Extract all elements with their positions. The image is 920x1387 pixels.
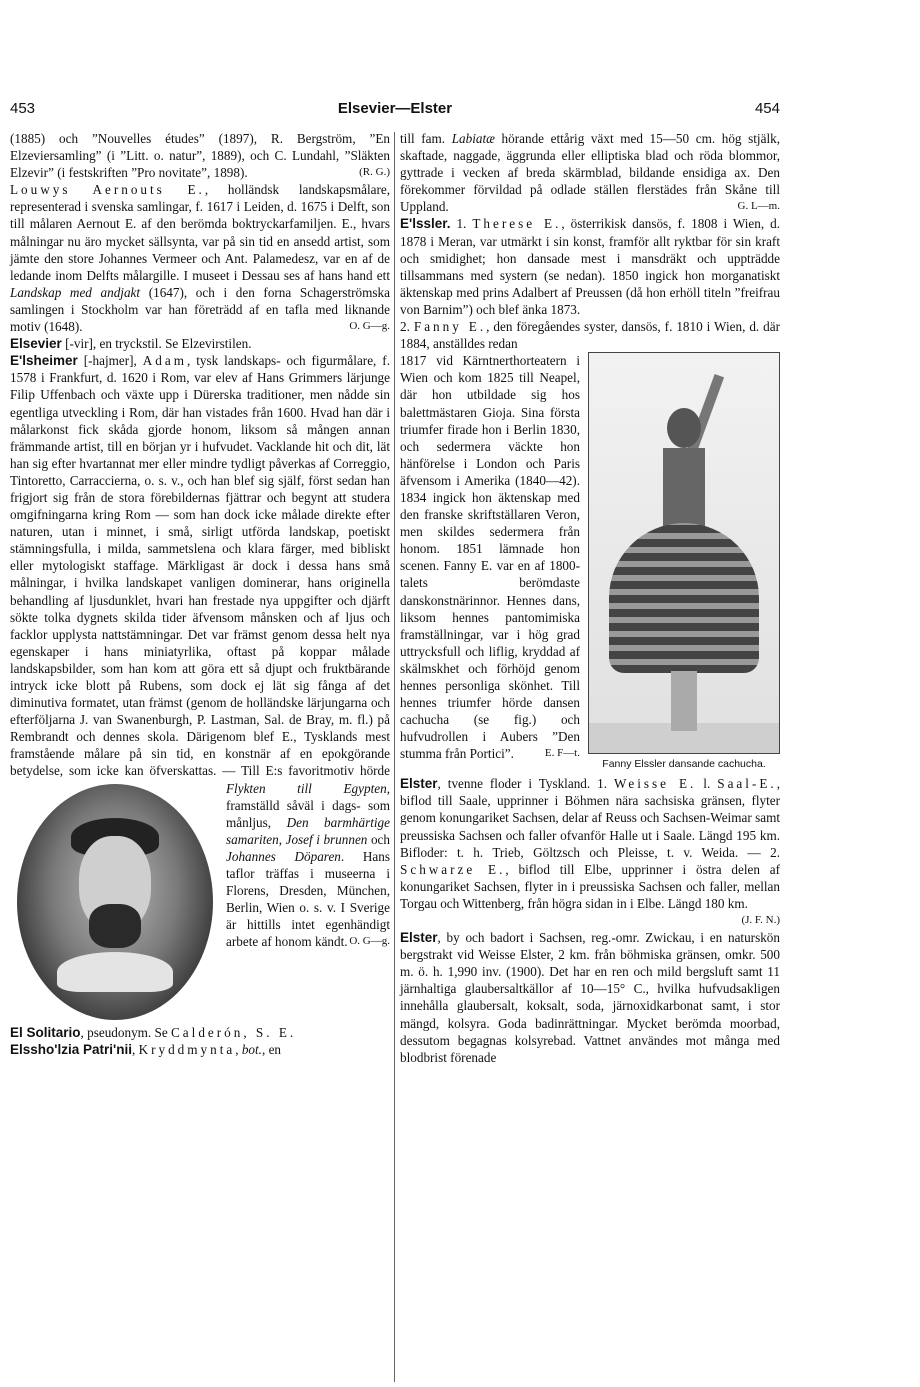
entry-louwys: Louwys Aernouts E., holländsk landskapsmålare, representerad i svenska samlingar, f. 1617 i Leiden, d. 1675 i Delft, son till målaren Aernout E. af den berömda boktryckarfamiljen. E., hvars målningar nu äro mycket sällsynta, var på sin tid en ansedd artist, som jämte den store Johannes Vermeer och Ant. Palamedesz, var en af de ledande inom Delfts målargille. I museet i Dessau ses af hans hand ett Landskap med andjakt (1647), och i den forna Schagerströmska samlingen i Stockholm var han företrädd af en tafla med liknande motiv (1648). O. G—g. [10, 182, 391, 335]
left-column [10, 130, 390, 1058]
headword: Elster [400, 930, 438, 946]
figure-caption: Fanny Elssler dansande cachucha. [602, 758, 766, 771]
entry-name: Louwys Aernouts E. [10, 182, 205, 198]
signature: (J. F. N.) [741, 913, 780, 926]
signature: E. F—t. [544, 747, 580, 760]
entry-name: Saal-E. [717, 776, 777, 792]
elsheimer-text-start: , tysk landskaps- och figurmålare, f. 1578 i Frankfurt, d. 1620 i Rom, var elev af Hans Grimmers lärjunge Filip Uffenbach och växte upp i Dürerska traditioner, men nådde sin egentliga utveckling i Rom, där han vistades från 1600. Hvad han där i målarkonst fick skåda gjorde honom, liksom så mången annan främmande artist, till en början yr i hufvudet. Vacklande hit och dit, lät han sig efter hvartannat mer eller mindre tydligt påverkas af Correggio, Tintoretto, Carracciernа, o. s. v., och han blef sig själf, först sedan han frigjort sig från de stora förebildernas fjättrar och begynt att studera omgifningarna kring Rom — som han dock icke målade direkte efter naturen, utan i minnet, i små, sirligt utförda landskap, poetiskt stämningsfulla, i milda, sammetslena och klara färger, med bibliskt eller mytologiskt staffage. Märkligast är dock i dessa hans små målningar, i hvilka landskapet vanligen dominerar, hans originella behandling af ljusdunklet, hvari han frestade nya uppgifter och djärft sökte tolka dygnets skilda tider äfvensom månsken och af ljus och facklor upplysta nattstämningar. Det var främst genom dessa helt nya egenskaper i hans miniatyrlika, oftast på koppar målade landskapsbilder, som han kom att göra ett så djupt och fruktbärande intryck icke blott på Rubens, som dock ej lät sig fånga af det diminutiva formatet, utan främst (genom de holländske lärjungarna och efterföljarna J. van Swanenburgh, P. Lastman, Sal. de Bray, m. fl.) på Rembrandt och dennes skola. Därigenom blef E., Tysklands mest framstående målare på sin tid, en konstnär af en epokgörande betydelse, som icke kan öfverskattas. — Till E:s favoritmotiv hörde [10, 353, 390, 779]
column-rule [394, 132, 395, 1382]
signature: O. G—g. [349, 935, 390, 948]
entry-elsevier: Elsevier [-vir], en tryckstil. Se Elzevirstilen. [10, 336, 252, 352]
headword: Elssho'lzia Patri'nii [10, 1041, 132, 1057]
entry-elssler: E'lssler. 1. Therese E., österrikisk dansös, f. 1808 i Wien, d. 1878 i Meran, var utmärkt i sin konst, framför allt ryktbar för sin kraft och smidighet; hon dansade mest i mansdräkt och uppträdde tillsammans med systern (se nedan). 1850 ingick hon morganatiskt äktenskap med prins Adalbert af Preussen (då hon erhöll titeln ”freifrau von Barnim”) och blef änka 1873. [400, 216, 781, 317]
headword: Elsevier [10, 336, 62, 352]
entry-fanny-text: 1817 vid Kärntnerthorteatern i Wien och kom 1825 till Neapel, där hon utbildade sig hos balettmästaren Gioja. Sina första triumfer firade hon i Berlin 1830, och sedermera väckte hon hänförelse i London och Paris äfvensom i Amerika (1840—42). 1834 ingick hon äktenskap med den franske skriftställaren Veron, men skildes sedermera från honom. 1851 lämnade hon scenen. Fanny E. var en af 1800-talets berömdaste danskonstnärinnor. Hennes dans, liksom hennes pantomimiska framställningar, var i hög grad uttrycksfull och liflig, kryddad af skälmskhet och förhöjd genom hennes personliga skönhet. Till hennes triumfer hörde dansen cachucha (se fig.) och hufvudrollen i Aubers ”Den stumma från Portici”. E. F—t. [400, 353, 580, 762]
entry-elster-rivers: Elster, tvenne floder i Tyskland. 1. Weisse E. l. Saal-E., biflod till Saale, upprinner i Böhmen nära sachsiska gränsen, flyter genom konungariket Sachsen, delar af Reuss och Sachsen-Weimar samt preussiska Sachsen och faller ofvanför Halle ut i Saale. Längd 195 km. Bifloder: t. h. Trieb, Göltzsch och Pleisse, t. v. Weida. — 2. Schwarze E., biflod till Elbe, upprinner i östra delen af konungariket Sachsen, flyter in i preussiska Sachsen och faller, mellan Torgau och Wittenberg, från högra sidan in i Elbe. Längd 180 km. (J. F. N.) [400, 775, 780, 912]
signature: G. L—m. [737, 200, 780, 213]
entry-name: Weisse E. [614, 776, 697, 792]
entry-elssholzia-cont: till fam. Labiatæ hörande ettårig växt med 15—50 cm. hög stjälk, skaftade, naggade, äggrunda eller elliptiska blad och röda blommor, gyttrade i vecken af breda skärmblad, bildande ensidiga ax. Den förekommer förvildad på odlade ställen flerstädes från Skåne till Uppland. G. L—m. [400, 131, 780, 215]
entry-elzevir-refs: (1885) och ”Nouvelles études” (1897), R. Bergström, ”En Elzeviersamling” (i ”Litt. o. natur”, 1889), och C. Lundahl, ”Släkten Elzevir” (i festskriften ”Pro novitate”, 1898). (R. G.) [10, 131, 390, 181]
entry-name: Kryddmynta [138, 1041, 236, 1057]
dancer-illustration [588, 352, 780, 754]
entry-elster-town: Elster, by och badort i Sachsen, reg.-omr. Zwickau, i en naturskön bergstrakt vid Weisse Elster, 2 km. från böhmiska gränsen, omkr. 500 m. ö. h. 1,990 inv. (1900). Det har en ren och mild bergsluft samt 11 järnhaltiga glaubersaltkällor af 10—15° C., hvilka hufvudsakligen innehålla glaubersalt, koksalt, soda, järnoxidkarbonat samt, i stor mängd, kolsyra. Goda badinrättningar. Mycket berömda moorbad, dessutom begagnas kolsyrebad. Vattnet användes mot många med blodbrist förenade [400, 930, 780, 1065]
signature: O. G—g. [349, 320, 390, 333]
headword: El Solitario [10, 1024, 81, 1040]
page-header [10, 100, 780, 124]
entry-fanny: 2. Fanny E., den föregåendes syster, dansös, f. 1810 i Wien, d. där 1884, anställdes redan [400, 319, 781, 352]
page-number-right: 454 [754, 100, 780, 117]
headword: E'lssler. [400, 216, 451, 232]
running-title: Elsevier—Elster [337, 100, 453, 117]
entry-elssholzia: Elssho'lzia Patri'nii, Kryddmynta, bot., en [10, 1041, 282, 1057]
headword: E'lsheimer [10, 353, 78, 369]
portrait-image [17, 784, 213, 1020]
portrait-elsheimer [10, 782, 220, 1022]
page-number-left: 453 [10, 100, 36, 117]
entry-elsheimer: E'lsheimer [-hajmer], Adam, tysk landskaps- och figurmålare, f. 1578 i Frankfurt, d. 1620 i Rom, var elev af Hans Grimmers lärjunge Filip Uffenbach och växte upp i Dürerska traditioner, men nådde sin egentliga utveckling i Rom, där han vistades från 1600. Hvad han där i målarkonst fick skåda gjorde honom, liksom så mången annan främmande artist, till en början yr i hufvudet. Vacklande hit och dit, lät han sig efter hvartannat mer eller mindre tydligt påverkas af Correggio, Tintoretto, Carracciernа, o. s. v., och han blef sig själf, först sedan han frigjort sig från de stora förebildernas fjättrar och begynt att studera omgifningarna kring Rom — som han dock icke målade direkte efter naturen, utan i minnet, i små, sirligt utförda landskap, poetiskt stämningsfulla, i milda, sammetslena och klara färger, med bibliskt eller mytologiskt staffage. Märkligast är dock i dessa hans små målningar, i hvilka landskapet vanligen dominerar, hans originella behandling af ljusdunklet, hvari han frestade nya uppgifter och djärft sökte tolka dygnets skilda tider äfvensom månsken och af ljus och facklor upplysta nattstämningar. Det var främst genom dessa helt nya egenskaper i hans miniatyrlika, oftast på koppar målade landskapsbilder, som han kom att göra ett så djupt och fruktbärande intryck icke blott på Rubens, som dock ej lät sig fånga af det diminutiva formatet, utan främst (genom de holländske lärjungarna och efterföljarna J. van Swanenburgh, P. Lastman, Sal. de Bray, m. fl.) på Rembrandt och dennes skola. Därigenom blef E., Tysklands mest framstående målare på sin tid, en konstnär af en epokgörande betydelse, som icke kan öfverskattas. — Till E:s favoritmotiv hörde Flykten till Egypten, framställd såväl i dags- som månljus, Den barmhärtige samariten, Josef i brunnen och Johannes Döparen. Hans taflor träffas i museerna i Florens, Dresden, München, Berlin, Wien o. s. v. I Sverige är hittills intet egenhändigt arbete af honom kändt. O. G—g. [10, 352, 390, 950]
right-column [400, 130, 780, 1066]
figure-fanny-elssler [588, 352, 780, 771]
entry-name: Schwarze E. [400, 861, 506, 877]
entry-name: Adam [142, 353, 187, 369]
entry-name: Fanny E. [413, 319, 487, 335]
entry-name: Calderón, S. E. [171, 1024, 297, 1040]
signature: (R. G.) [359, 166, 390, 179]
entry-el-solitario: El Solitario, pseudonym. Se Calderón, S. E. [10, 1024, 297, 1040]
headword: Elster [400, 776, 438, 792]
entry-name: Therese E. [472, 216, 562, 232]
